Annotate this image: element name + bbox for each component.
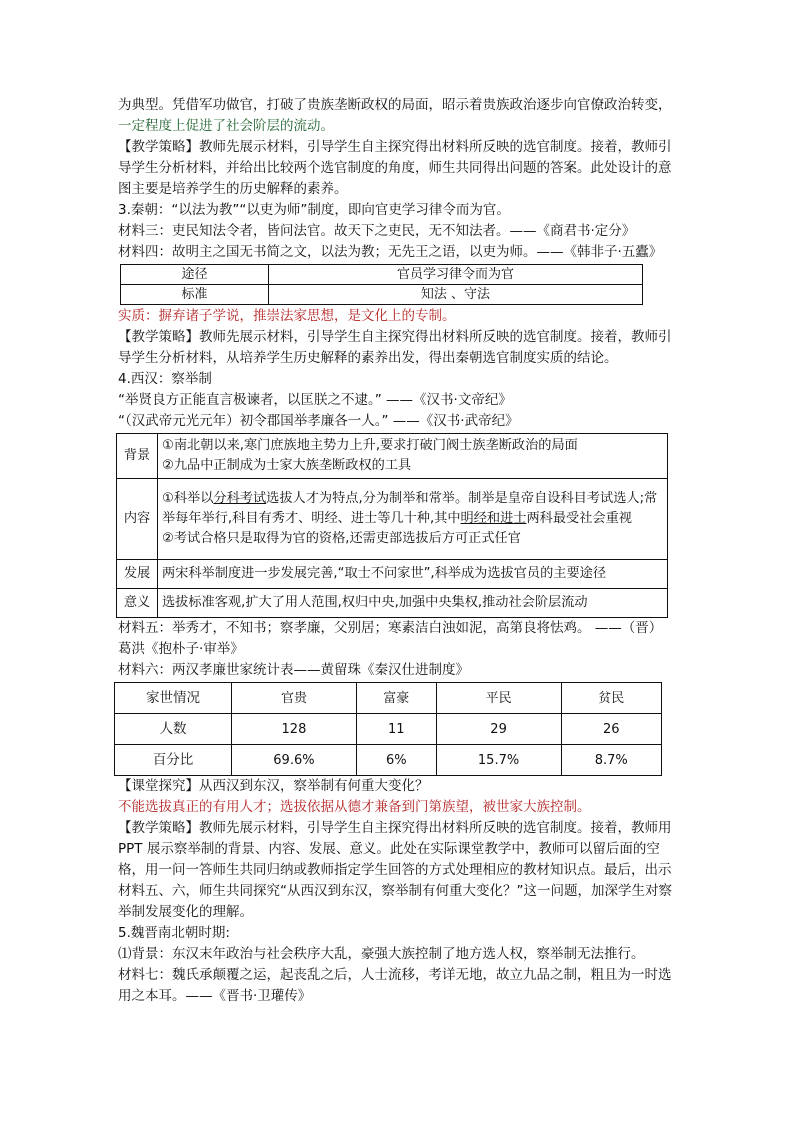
table-header-row — [115, 683, 662, 714]
wei-heading: 5.魏晋南北朝时期: — [118, 925, 230, 941]
strategy-text: 教师先展示材料，引导学生自主探究得出材料所反映的选官制度。接着，教师用 PPT 展示察举制的背景、内容、发展、意义。此处在实际课堂教学中，教师可以留后面的空格，用一问一答师生共同归纳或教师指定学生回答的方式处理相应的教材知识点。最后，出示材料五、六，师生共同探究“从西汉到东汉，察举制有何重大变化？”这一问题，加深学生对察举制发展变化的理解。 — [118, 820, 672, 920]
table-cell: 15.7% — [436, 745, 561, 776]
table-cell: 128 — [232, 714, 357, 745]
teaching-strategy-3 — [118, 818, 678, 923]
teaching-strategy-1 — [118, 137, 678, 200]
table-cell: 人数 — [115, 714, 232, 745]
material-3: 材料三：吏民知法令者，皆问法官。故天下之吏民，无不知法者。——《商君书·定分》 — [118, 223, 636, 239]
row-label: 发展 — [117, 560, 158, 589]
header-cell: 贫民 — [561, 683, 661, 714]
strategy-text: 教师先展示材料，引导学生自主探究得出材料所反映的选官制度。接着，教师引导学生分析材料，从培养学生历史解释的素养出发，得出秦朝选官制度实质的结论。 — [118, 329, 672, 366]
table-cell: 69.6% — [232, 745, 357, 776]
content-item-1 — [162, 489, 663, 529]
material-5-line-2: 葛洪《抱朴子·审举》 — [118, 641, 244, 657]
explore-question: 从西汉到东汉，察举制有何重大变化？ — [199, 778, 429, 794]
text-run: 选拔人才为特点,分为制举和常举。制举是皇帝自设科目考试选人;常举每年举行,科目有秀才、明经、进士等几十种,其中 — [162, 491, 658, 526]
material-5-line-1: 材料五：举秀才，不知书；察孝廉，父别居；寒素洁白浊如泥，高第良将怯鸡。 ——（晋） — [118, 620, 663, 636]
background-item-2: ②九品中正制成为士家大族垄断政权的工具 — [162, 458, 412, 473]
text-run: 两科最受社会重视 — [526, 511, 632, 526]
wei-background: ⑴背景：东汉末年政治与社会秩序大乱，豪强大族控制了地方选人权，察举制无法推行。 — [118, 946, 645, 962]
row-label: 背景 — [117, 434, 158, 479]
qin-table — [120, 264, 643, 305]
table-row — [117, 589, 668, 618]
classroom-explore — [118, 776, 678, 797]
row-label: 内容 — [117, 479, 158, 560]
table-cell: 选拔标准客观,扩大了用人范围,权归中央,加强中央集权,推动社会阶层流动 — [158, 589, 668, 618]
table-cell: 26 — [561, 714, 661, 745]
strategy-text: 教师先展示材料，引导学生自主探究得出材料所反映的选官制度。接着，教师引导学生分析材料，并给出比较两个选官制度的角度，师生共同得出问题的答案。此处设计的意图主要是培养学生的历史解释的素养。 — [118, 139, 672, 197]
table-cell — [158, 434, 668, 479]
table-cell: 官员学习律令而为官 — [269, 265, 643, 285]
table-cell: 途径 — [121, 265, 269, 285]
row-label: 意义 — [117, 589, 158, 618]
underlined-text: 明经和进士 — [460, 511, 527, 526]
header-cell: 富豪 — [356, 683, 436, 714]
table-row — [115, 714, 662, 745]
content-item-2: ②考试合格只是取得为官的资格,还需吏部选拔后方可正式任官 — [162, 531, 521, 546]
intro-line-2: 一定程度上促进了社会阶层的流动。 — [118, 118, 334, 134]
table-row — [121, 285, 643, 305]
background-item-1: ①南北朝以来,寒门庶族地主势力上升,要求打破门阀士族垄断政治的局面 — [162, 438, 578, 453]
explore-answer: 不能选拔真正的有用人才；选拔依据从德才兼备到门第族望，被世家大族控制。 — [118, 799, 591, 815]
table-row — [117, 434, 668, 479]
table-cell: 标准 — [121, 285, 269, 305]
han-quote-1: “举贤良方正能直言极谏者，以匡朕之不逮。” ——《汉书·文帝纪》 — [118, 392, 512, 408]
header-cell: 家世情况 — [115, 683, 232, 714]
strategy-tag: 【教学策略】 — [118, 139, 199, 155]
table-row — [121, 265, 643, 285]
document-page — [118, 95, 678, 1007]
table-row — [117, 560, 668, 589]
material-7: 材料七：魏氏承颠覆之运，起丧乱之后，人士流移，考详无地，故立九品之制，粗且为一时选用之本耳。——《晋书·卫瓘传》 — [118, 967, 672, 1004]
table-cell: 百分比 — [115, 745, 232, 776]
table-row — [115, 745, 662, 776]
explore-tag: 【课堂探究】 — [118, 778, 199, 794]
material-4: 材料四：故明主之国无书简之文，以法为教；无先王之语，以吏为师。——《韩非子·五蠹》 — [118, 244, 663, 260]
strategy-tag: 【教学策略】 — [118, 820, 199, 836]
text-run: ①科举以 — [162, 491, 214, 506]
material-6-title: 材料六：两汉孝廉世家统计表——黄留珠《秦汉仕进制度》 — [118, 662, 469, 678]
strategy-tag: 【教学策略】 — [118, 329, 199, 345]
header-cell: 平民 — [436, 683, 561, 714]
xiaolian-table — [114, 682, 662, 776]
intro-line-1: 为典型。凭借军功做官，打破了贵族垄断政权的局面，昭示着贵族政治逐步向官僚政治转变， — [118, 97, 672, 113]
table-cell: 29 — [436, 714, 561, 745]
han-heading: 4.西汉：察举制 — [118, 371, 212, 387]
header-cell: 官贵 — [232, 683, 357, 714]
table-cell: 6% — [356, 745, 436, 776]
table-cell: 知法 、守法 — [269, 285, 643, 305]
qin-heading: 3.秦朝：“以法为教”“以吏为师”制度，即向官吏学习律令而为官。 — [118, 202, 510, 218]
table-cell: 8.7% — [561, 745, 661, 776]
table-row — [117, 479, 668, 560]
table-cell: 11 — [356, 714, 436, 745]
han-quote-2: “（汉武帝元光元年）初令郡国举孝廉各一人。” ——《汉书·武帝纪》 — [118, 413, 519, 429]
keju-table — [116, 433, 668, 618]
qin-essence: 实质：摒弃诸子学说，推崇法家思想，是文化上的专制。 — [118, 308, 456, 324]
underlined-text: 分科考试 — [213, 491, 267, 506]
teaching-strategy-2 — [118, 327, 678, 369]
table-cell: 两宋科举制度进一步发展完善,“取士不问家世”,科举成为选拔官员的主要途径 — [158, 560, 668, 589]
table-cell — [158, 479, 668, 560]
